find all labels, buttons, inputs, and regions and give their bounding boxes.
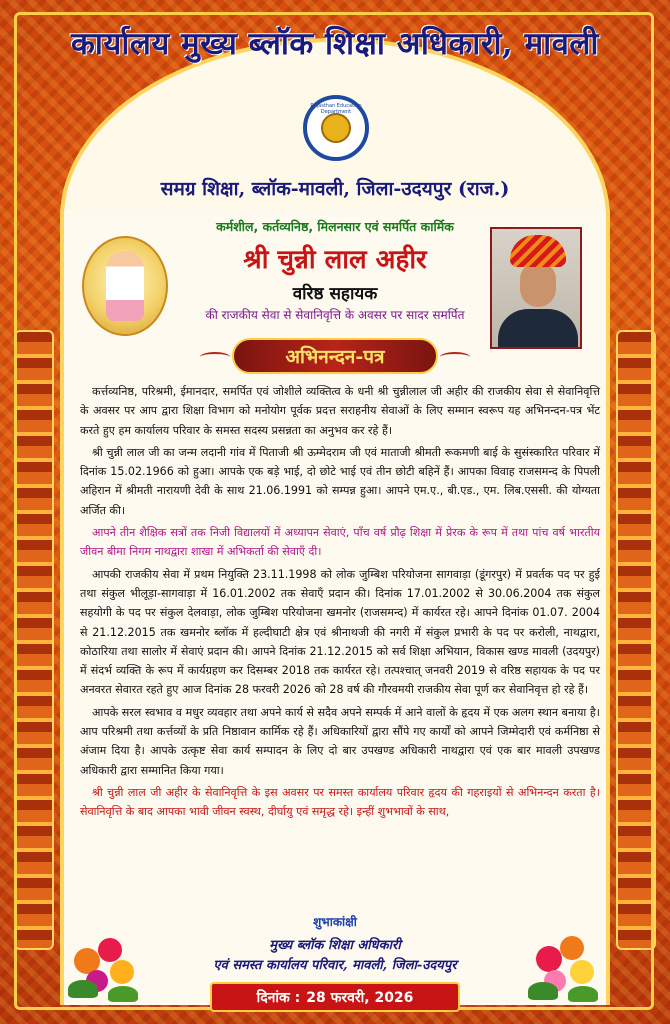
honoree-designation: वरिष्ठ सहायक <box>292 284 378 304</box>
paragraph: श्री चुन्नी लाल जी का जन्म लदानी गांव में पिताजी श्री ऊम्मेदराम जी एवं माताजी श्रीमती रूकमणी बाई के सुसंस्कारित परिवार में दिनांक 15.02.1966 को हुआ। आपके एक बड़े भाई, दो छोटे भाई एवं तीन छोटी बहिनें हैं। आपका विवाह राजसमन्द के पिपली अहिरान में श्रीमती नारायणी देवी के साथ 21.06.1991 को सम्पन्न हुआ। आपने एम.ए., बी.एड., एम. लिब.एससी. की योग्यता अर्जित की। <box>80 445 600 517</box>
honoree-qualities: कर्मशील, कर्तव्यनिष्ठ, मिलनसार एवं समर्पित कार्मिक <box>216 219 454 234</box>
date-value: 28 फरवरी, 2026 <box>306 989 414 1006</box>
flower-bouquet-icon <box>524 930 604 1010</box>
photo-coat <box>498 309 578 349</box>
paragraph: कर्त्तव्यनिष्ठ, परिश्रमी, ईमानदार, समर्पित एवं जोशीले व्यक्तित्व के धनी श्री चुन्नीलाल जी अहीर की राजकीय सेवा से सेवानिवृत्ति के अवसर पर आप द्वारा शिक्षा विभाग को मनोयोग पूर्वक प्रदत्त सराहनीय सेवाओं के लिए सम्मान स्वरूप यह अभिनन्दन-पत्र भेंट करते हुए हम कार्यालय परिवार के समस्त सदस्य प्रसन्नता का अनुभव कर रहे हैं। <box>80 385 600 437</box>
education-department-logo-icon <box>303 95 369 161</box>
banner-label: अभिनन्दन-पत्र <box>285 346 385 368</box>
sender-line-1: मुख्य ब्लॉक शिक्षा अधिकारी <box>269 938 401 953</box>
dedication-line: की राजकीय सेवा से सेवानिवृत्ति के अवसर पर सादर समर्पित <box>205 308 465 322</box>
date-label: दिनांक : <box>256 989 301 1006</box>
certificate-body <box>80 382 600 825</box>
banner-flourish-left <box>200 352 230 362</box>
emblem-icon <box>321 113 351 143</box>
paragraph: आपकी राजकीय सेवा में प्रथम नियुक्ति 23.11.1998 को लोक जुम्बिश परियोजना सागवाड़ा (डूंगरपुर) में प्रवर्तक पद पर हुई तथा संकुल भीलूड़ा-सागवाड़ा में 16.01.2002 तक सेवाएँ प्रदान की। दिनांक 17.01.2002 से 30.06.2004 तक संकुल सहयोगी के पद पर संकुल देलवाड़ा, लोक जुम्बिश परियोजना खमनोर (राजसमन्द) में कार्यरत रहे। आपने दिनांक 01.07. 2004 से 21.12.2015 तक खमनोर ब्लॉक में हल्दीघाटी क्षेत्र एवं श्रीनाथजी की नगरी में संकुल प्रभारी के पद पर करोली, नाथद्वारा, कोठारिया तथा सालोर में सेवाएं प्रदान की। आपने दिनांक 21.12.2015 को सर्व शिक्षा अभियान, विकास खण्ड मावली (उदयपुर) में संदर्भ व्यक्ति के रूप में कार्यग्रहण कर दिसम्बर 2018 तक कार्यरत रहे। तत्पश्चात् जनवरी 2019 से वरिष्ठ सहायक के पद पर अनवरत सेवारत रहते हुए आज दिनांक 28 फरवरी 2026 को 28 वर्ष की गौरवमयी राजकीय सेवा पूर्ण कर सेवानिवृत्त हो रहे हैं। <box>80 567 600 697</box>
sender-line-2: एवं समस्त कार्यालय परिवार, मावली, जिला-उदयपुर <box>213 958 457 973</box>
paragraph: आपने तीन शैक्षिक सत्रों तक निजी विद्यालयों में अध्यापन सेवाएं, पाँच वर्ष प्रौढ़ शिक्षा में प्रेरक के रूप में तथा पांच वर्ष भारतीय जीवन बीमा निगम नाथद्वारा शाखा में अभिकर्ता की सेवाएँ दी। <box>80 526 600 559</box>
abhinandan-patra-banner <box>232 338 438 374</box>
saraswati-figure <box>106 251 144 321</box>
flower-bouquet-icon <box>64 930 144 1010</box>
paragraph: श्री चुन्नी लाल जी अहीर के सेवानिवृत्ति के इस अवसर पर समस्त कार्यालय परिवार हृदय की गहराइयों से अभिनन्दन करता है। सेवानिवृत्ति के बाद आपका भावी जीवन स्वस्थ, दीर्घायु एवं समृद्ध रहे। इन्हीं शुभभावों के साथ, <box>80 785 600 819</box>
photo-turban <box>510 235 566 267</box>
office-title: कार्यालय मुख्य ब्लॉक शिक्षा अधिकारी, मावली <box>71 26 599 62</box>
honoree-name: श्री चुन्नी लाल अहीर <box>243 245 427 275</box>
photo-face <box>520 263 556 307</box>
honoree-photo <box>490 227 582 349</box>
banner-flourish-right <box>440 352 470 362</box>
wisher-label: शुभाकांक्षी <box>313 915 357 929</box>
logo-text: Rajasthan Education Department <box>310 103 362 115</box>
paragraph: आपके सरल स्वभाव व मधुर व्यवहार तथा अपने कार्य से सदैव अपने सम्पर्क में आने वालों के हृदय में एक अलग स्थान बनाया है। आप परिश्रमी तथा कर्त्तव्यों के प्रति निष्ठावान कार्मिक रहे हैं। अधिकारियों द्वारा सौंपे गए कार्यों को आपने जिम्मेदारी एवं कर्मनिष्ठा से अंजाम दिया है। आपके उत्कृष्ट सेवा कार्य सम्पादन के लिए दो बार उपखण्ड अधिकारी नाथद्वारा एवं एक बार मावली उपखण्ड अधिकारी द्वारा सम्मानित किया गया। <box>80 705 600 777</box>
subtitle: समग्र शिक्षा, ब्लॉक-मावली, जिला-उदयपुर (राज.) <box>160 178 510 200</box>
date-bar <box>210 982 460 1012</box>
